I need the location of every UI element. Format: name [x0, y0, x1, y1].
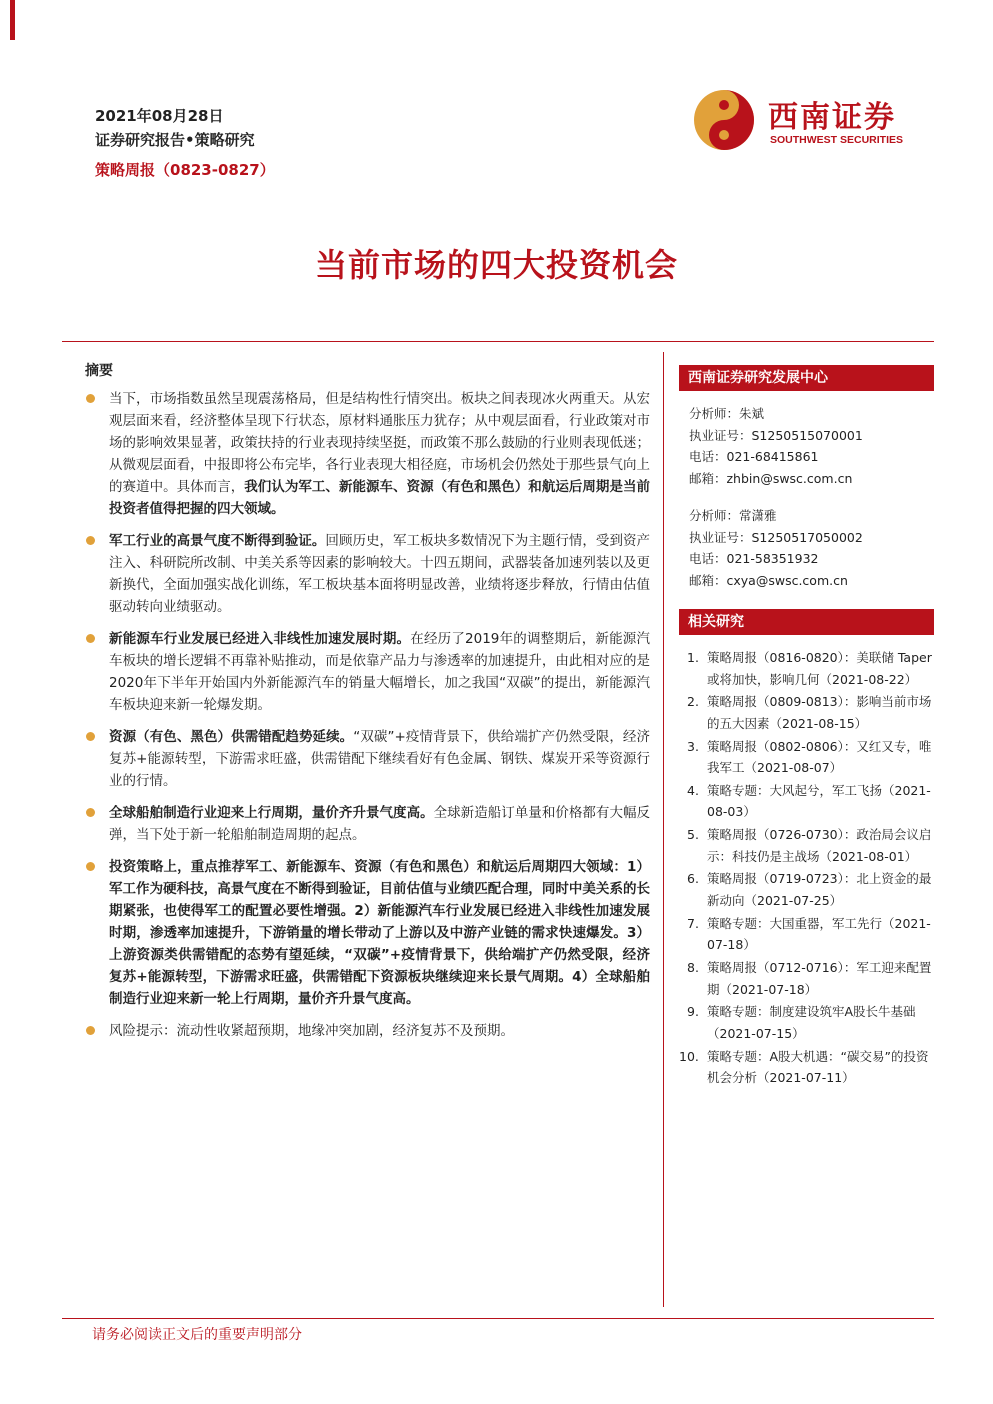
- analyst-license: 执业证号：S1250515070001: [689, 427, 863, 443]
- top-red-bar: [10, 0, 15, 40]
- bullet-text: 回顾历史，军工板块多数情况下为主题行情，受到资产注入、科研院所改制、中美关系等因素的影响较大。十四五期间，武器装备加速列装以及更新换代，全面加强实战化训练，军工板块基本面将明显改善，业绩将逐步释放，行情由估值驱动转向业绩驱动。: [109, 533, 651, 615]
- item-text: 策略周报（0802-0806）：又红又专，唯我军工（2021-08-07）: [707, 738, 932, 776]
- related-research-title: 相关研究: [679, 609, 934, 635]
- related-research-item[interactable]: [679, 1046, 934, 1089]
- analyst-phone: 电话：021-68415861: [689, 449, 819, 464]
- item-number: 10.: [679, 1048, 699, 1064]
- bullet-bold-text: 我们认为军工、新能源车、资源（有色和黑色）和航运后周期是当前投资者值得把握的四大领域。: [109, 479, 651, 517]
- risk-warning-text: 风险提示：流动性收紧超预期，地缘冲突加剧，经济复苏不及预期。: [109, 1023, 514, 1039]
- related-research-item[interactable]: [679, 780, 934, 823]
- bullet-text: 全球新造船订单量和价格都有大幅反弹，当下处于新一轮船舶制造周期的起点。: [109, 805, 651, 843]
- related-research-item[interactable]: [679, 647, 934, 690]
- report-header: [95, 105, 275, 181]
- item-number: 1.: [687, 650, 699, 665]
- analyst-card: [679, 403, 934, 489]
- analyst-name: 分析师：常潇雅: [689, 508, 777, 523]
- item-number: 6.: [687, 871, 699, 887]
- analyst-phone: 电话：021-58351932: [689, 551, 819, 566]
- bullet-dot-icon: [86, 394, 95, 403]
- analyst-license: 执业证号：S1250517050002: [689, 529, 863, 545]
- related-research-panel: [679, 609, 934, 1090]
- bullet-dot-icon: [86, 1026, 95, 1035]
- disclaimer-notice: 请务必阅读正文后的重要声明部分: [92, 1327, 302, 1343]
- analyst-panel: [679, 365, 934, 591]
- item-text: 策略专题：制度建设筑牢A股长牛基础（2021-07-15）: [707, 1004, 916, 1041]
- item-text: 策略专题：A股大机遇：“碳交易”的投资机会分析（2021-07-11）: [707, 1048, 929, 1086]
- research-center-title: 西南证券研究发展中心: [679, 365, 934, 391]
- abstract-bullet: [78, 726, 650, 792]
- item-number: 2.: [687, 694, 699, 710]
- analyst-email[interactable]: 邮箱：cxya@swsc.com.cn: [689, 572, 848, 588]
- item-number: 3.: [687, 738, 699, 754]
- item-text: 策略周报（0816-0820）：美联储 Taper 或将加快，影响几何（2021-08-22）: [707, 650, 932, 687]
- related-research-item[interactable]: [679, 736, 934, 779]
- abstract-bullet: [78, 856, 650, 1010]
- abstract-bullet: [78, 802, 650, 846]
- related-research-item[interactable]: [679, 1001, 934, 1044]
- page-title: 当前市场的四大投资机会: [314, 246, 678, 284]
- column-divider: [663, 352, 664, 1307]
- item-text: 策略周报（0712-0716）：军工迎来配置期（2021-07-18）: [707, 960, 932, 997]
- bullet-dot-icon: [86, 808, 95, 817]
- abstract-bullet: [78, 388, 650, 520]
- related-research-item[interactable]: [679, 824, 934, 867]
- bullet-bold-text: 投资策略上，重点推荐军工、新能源车、资源（有色和黑色）和航运后周期四大领域：1）军工作为硬科技，高景气度在不断得到验证，目前估值与业绩匹配合理，同时中美关系的长期紧张，也使得军工的配置必要性增强。2）新能源汽车行业发展已经进入非线性加速发展时期，渗透率加速提升，下游销量的增长带动了上游以及中游产业链的需求快速爆发。3）上游资源类供需错配的态势有望延续，“双碳”+疫情背景下，供给端扩产仍然受限，经济复苏+能源转型，下游需求旺盛，供需错配下资源板块继续迎来长景气周期。4）全球船舶制造行业迎来新一轮上行周期，量价齐升景气度高。: [109, 859, 650, 1007]
- item-number: 8.: [687, 960, 699, 976]
- item-number: 4.: [687, 782, 699, 798]
- item-text: 策略专题：大国重器，军工先行（2021-07-18）: [707, 915, 931, 953]
- bullet-dot-icon: [86, 732, 95, 741]
- bullet-bold-text: 新能源车行业发展已经进入非线性加速发展时期。: [109, 631, 411, 647]
- related-research-item[interactable]: [679, 868, 934, 911]
- bullet-dot-icon: [86, 862, 95, 871]
- abstract-heading: 摘要: [85, 363, 113, 379]
- related-research-list: [679, 647, 934, 1089]
- bullet-text: 在经历了2019年的调整期后，新能源汽车板块的增长逻辑不再靠补贴推动，而是依靠产品力与渗透率的加速提升，由此相对应的是2020年下半年开始国内外新能源汽车的销量大幅增长，加之我国“双碳”的提出，新能源汽车板块迎来新一轮爆发期。: [109, 631, 651, 713]
- logo-text-cn: 西南证券: [768, 100, 896, 135]
- weekly-label: 策略周报（0823-0827）: [95, 161, 275, 179]
- divider-bottom: [62, 1318, 934, 1319]
- item-number: 7.: [687, 915, 699, 931]
- related-research-item[interactable]: [679, 957, 934, 1000]
- item-number: 9.: [687, 1004, 699, 1020]
- item-text: 策略周报（0809-0813）：影响当前市场的五大因素（2021-08-15）: [707, 694, 932, 731]
- bullet-text: “双碳”+疫情背景下，供给端扩产仍然受限，经济复苏+能源转型，下游需求旺盛，供需错配下继续看好有色金属、钢铁、煤炭开采等资源行业的行情。: [109, 729, 650, 789]
- bullet-dot-icon: [86, 536, 95, 545]
- item-number: 5.: [687, 827, 699, 843]
- abstract-bullet: [78, 530, 650, 618]
- bullet-bold-text: 全球船舶制造行业迎来上行周期，量价齐升景气度高。: [109, 805, 434, 821]
- item-text: 策略周报（0726-0730）：政治局会议启示：科技仍是主战场（2021-08-01）: [707, 827, 932, 864]
- item-text: 策略周报（0719-0723）：北上资金的最新动向（2021-07-25）: [707, 871, 932, 908]
- bullet-dot-icon: [86, 634, 95, 643]
- item-text: 策略专题：大风起兮，军工飞扬（2021-08-03）: [707, 782, 931, 820]
- related-research-item[interactable]: [679, 913, 934, 956]
- bullet-bold-text: 军工行业的高景气度不断得到验证。: [109, 533, 326, 549]
- company-logo: [692, 88, 932, 148]
- abstract-section: [78, 360, 650, 1052]
- report-category: 证券研究报告•策略研究: [95, 131, 255, 149]
- divider-top: [62, 341, 934, 342]
- report-date: 2021年08月28日: [95, 107, 224, 125]
- abstract-bullet: [78, 1020, 650, 1042]
- bullet-bold-text: 资源（有色、黑色）供需错配趋势延续。: [109, 729, 354, 745]
- analyst-email[interactable]: 邮箱：zhbin@swsc.com.cn: [689, 470, 853, 486]
- bullet-text: 当下，市场指数虽然呈现震荡格局，但是结构性行情突出。板块之间表现冰火两重天。从宏观层面来看，经济整体呈现下行状态，原材料通胀压力犹存；从中观层面看，行业政策对市场的影响效果显著，政策扶持的行业表现持续坚挺，而政策不那么鼓励的行业则表现低迷；从微观层面看，中报即将公布完毕，各行业表现大相径庭，市场机会仍然处于那些景气向上的赛道中。具体而言，: [109, 391, 650, 495]
- analyst-name: 分析师：朱斌: [689, 406, 765, 421]
- analyst-card: [679, 505, 934, 591]
- logo-emblem-icon: [692, 88, 756, 152]
- logo-text-en: SOUTHWEST SECURITIES: [770, 134, 904, 146]
- abstract-bullet: [78, 628, 650, 716]
- related-research-item[interactable]: [679, 691, 934, 734]
